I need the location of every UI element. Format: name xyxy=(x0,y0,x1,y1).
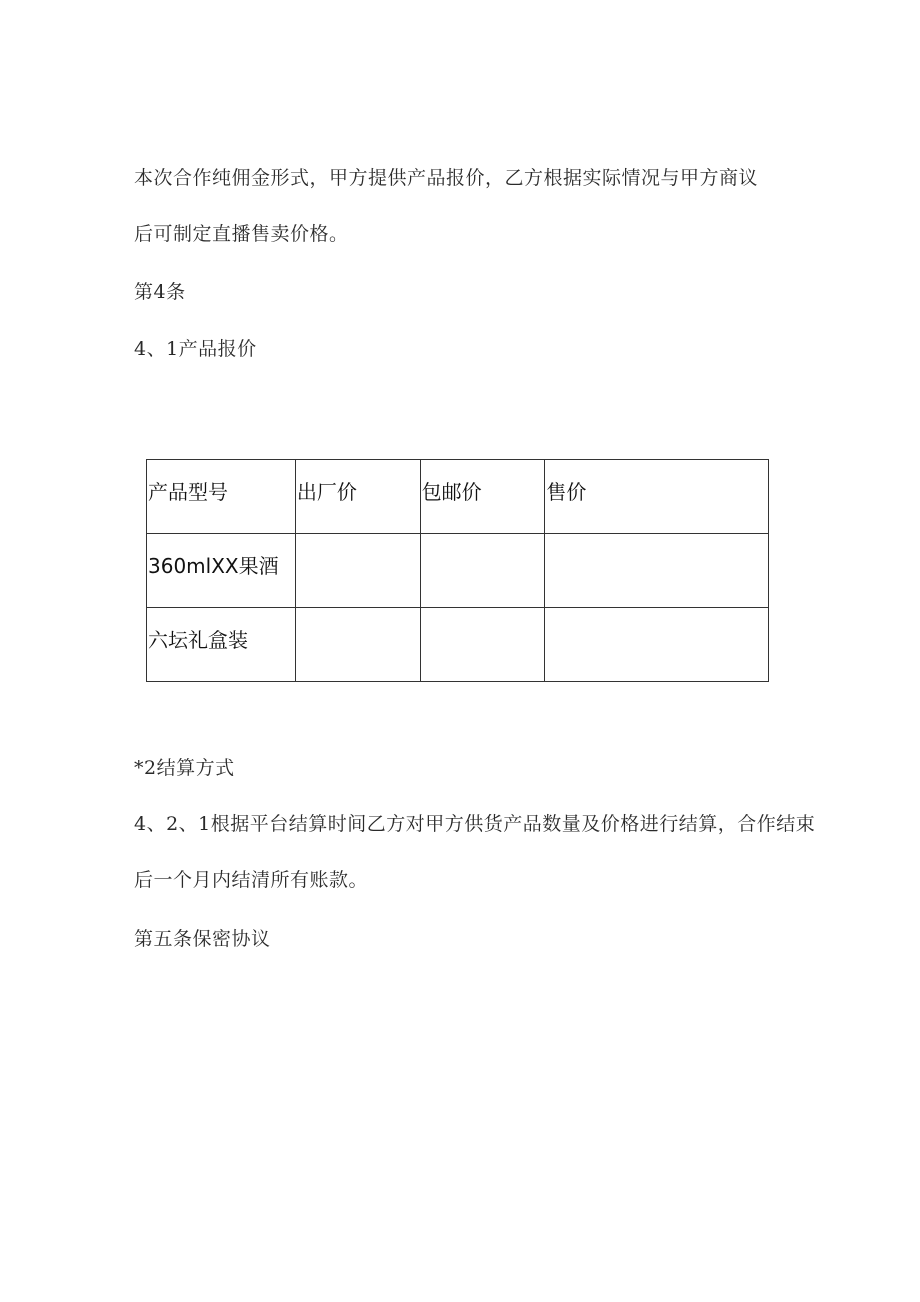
table-cell xyxy=(545,534,769,608)
paragraph-commission: 本次合作纯佣金形式，甲方提供产品报价，乙方根据实际情况与甲方商议 xyxy=(134,167,759,189)
table-cell xyxy=(295,608,420,682)
table-cell: 六坛礼盒装 xyxy=(147,608,296,682)
table-cell xyxy=(295,534,420,608)
header-cell-factory-price: 出厂价 xyxy=(295,460,420,534)
paragraph-settlement-cont: 后一个月内结清所有账款。 xyxy=(134,869,369,891)
table-cell xyxy=(545,608,769,682)
header-cell-model: 产品型号 xyxy=(147,460,296,534)
table-row xyxy=(147,608,769,682)
paragraph-settlement: 4、2、1根据平台结算时间乙方对甲方供货产品数量及价格进行结算，合作结束 xyxy=(134,813,816,835)
table-cell: 360mlXX果酒 xyxy=(147,534,296,608)
table-cell xyxy=(420,534,545,608)
table-header-row xyxy=(147,460,769,534)
table-row xyxy=(147,534,769,608)
header-cell-shipping-price: 包邮价 xyxy=(420,460,545,534)
article-5-heading: 第五条保密协议 xyxy=(134,928,271,950)
price-table xyxy=(146,459,769,682)
section-4-2-heading: *2结算方式 xyxy=(134,757,235,779)
article-4-heading: 第4条 xyxy=(134,281,186,303)
paragraph-commission-cont: 后可制定直播售卖价格。 xyxy=(134,223,349,245)
header-cell-retail-price: 售价 xyxy=(545,460,769,534)
section-4-1-heading: 4、1产品报价 xyxy=(134,338,257,360)
table-cell xyxy=(420,608,545,682)
